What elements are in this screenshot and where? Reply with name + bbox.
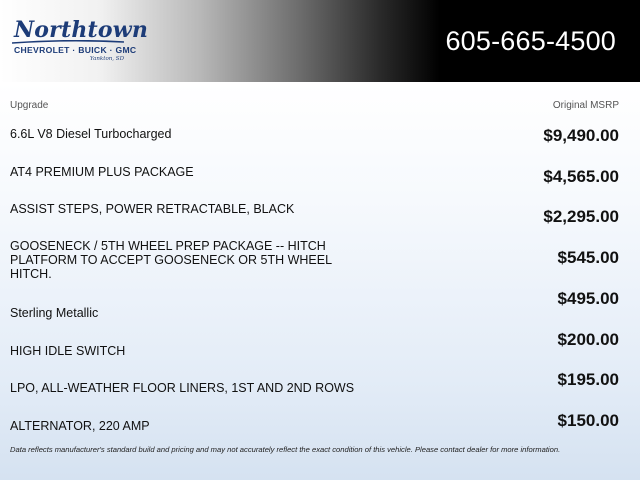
- logo-swoosh-icon: [12, 40, 124, 44]
- upgrade-price: $4,565.00: [543, 167, 619, 186]
- dealer-phone[interactable]: 605-665-4500: [445, 26, 616, 56]
- upgrade-name: ASSIST STEPS, POWER RETRACTABLE, BLACK: [10, 202, 295, 216]
- upgrade-price: $545.00: [557, 248, 619, 267]
- upgrade-price: $150.00: [557, 411, 619, 430]
- upgrade-name: LPO, ALL-WEATHER FLOOR LINERS, 1ST AND 2ND ROWS: [10, 381, 355, 395]
- logo-dealer-name: Northtown: [14, 17, 149, 43]
- upgrade-name: 6.6L V8 Diesel Turbocharged: [10, 127, 172, 141]
- upgrade-name: Sterling Metallic: [10, 306, 99, 320]
- dealer-logo: [12, 17, 149, 68]
- header-banner: [0, 0, 640, 82]
- upgrade-price: $2,295.00: [543, 207, 619, 226]
- upgrade-name: GOOSENECK / 5TH WHEEL PREP PACKAGE -- HITCH PLATFORM TO ACCEPT GOOSENECK OR 5TH WHEEL HITCH.: [10, 239, 332, 281]
- disclaimer-text: Data reflects manufacturer's standard build and pricing and may not accurately reflect the exact condition of this vehicle. Please contact dealer for more information.: [10, 445, 561, 454]
- logo-city: Yankton, SD: [89, 56, 124, 62]
- upgrade-price: $495.00: [557, 289, 619, 308]
- column-header-msrp: Original MSRP: [552, 100, 619, 111]
- upgrade-name: HIGH IDLE SWITCH: [10, 344, 126, 358]
- upgrade-name: ALTERNATOR, 220 AMP: [10, 419, 150, 433]
- logo-brands: CHEVROLET · BUICK · GMC: [14, 45, 137, 55]
- upgrade-price: $195.00: [557, 370, 619, 389]
- upgrade-price: $200.00: [557, 330, 619, 349]
- column-header-upgrade: Upgrade: [10, 100, 49, 111]
- upgrade-price: $9,490.00: [543, 126, 619, 145]
- upgrade-name: AT4 PREMIUM PLUS PACKAGE: [10, 165, 194, 179]
